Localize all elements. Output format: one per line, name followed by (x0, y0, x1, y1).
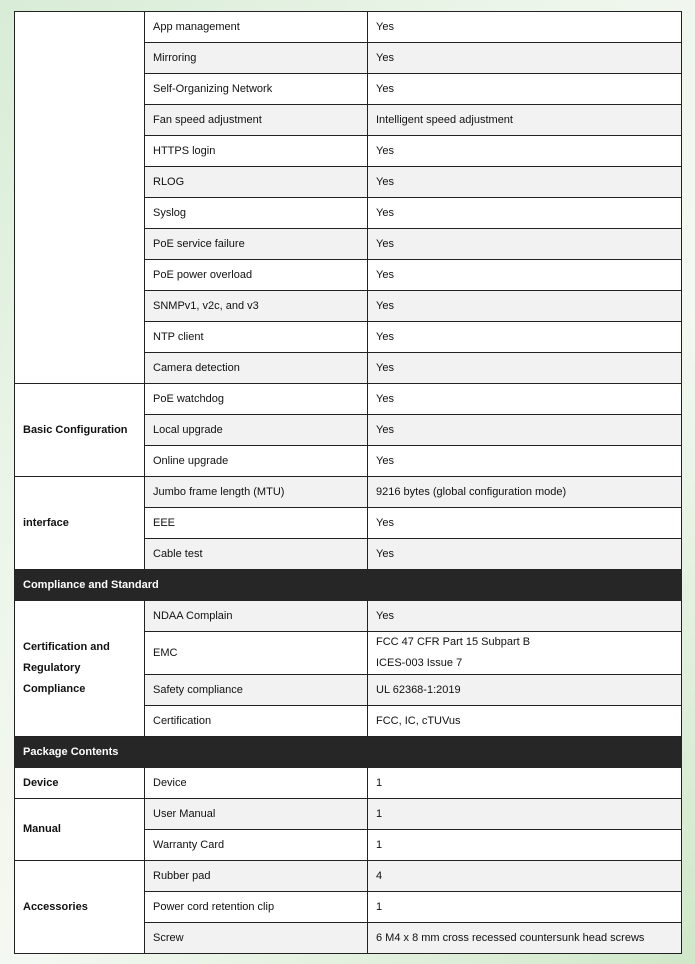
spec-name: Screw (145, 923, 368, 954)
spec-name: Device (145, 768, 368, 799)
table-row (15, 12, 682, 43)
table-row (15, 477, 682, 508)
spec-value: Yes (368, 229, 682, 260)
spec-name: Mirroring (145, 43, 368, 74)
spec-value (368, 632, 682, 675)
emc-line: FCC 47 CFR Part 15 Subpart B (376, 636, 531, 648)
spec-value: Yes (368, 322, 682, 353)
spec-value: 1 (368, 799, 682, 830)
spec-value: Yes (368, 260, 682, 291)
spec-name: Warranty Card (145, 830, 368, 861)
spec-value: Yes (368, 43, 682, 74)
spec-value: Yes (368, 539, 682, 570)
spec-value: 1 (368, 830, 682, 861)
spec-name: Online upgrade (145, 446, 368, 477)
spec-name: PoE service failure (145, 229, 368, 260)
spec-name: HTTPS login (145, 136, 368, 167)
spec-value: UL 62368-1:2019 (368, 675, 682, 706)
category-line: Compliance (23, 683, 86, 695)
category-interface: interface (15, 477, 145, 570)
spec-value: Yes (368, 353, 682, 384)
spec-name: User Manual (145, 799, 368, 830)
spec-name: Rubber pad (145, 861, 368, 892)
spec-value: Yes (368, 415, 682, 446)
spec-table (14, 11, 682, 954)
spec-name: Safety compliance (145, 675, 368, 706)
spec-sheet (14, 11, 681, 954)
category-certification (15, 601, 145, 737)
spec-name: RLOG (145, 167, 368, 198)
spec-name: App management (145, 12, 368, 43)
category-manual: Manual (15, 799, 145, 861)
spec-name: Camera detection (145, 353, 368, 384)
spec-name: NTP client (145, 322, 368, 353)
spec-value: Intelligent speed adjustment (368, 105, 682, 136)
spec-name: PoE power overload (145, 260, 368, 291)
spec-name: SNMPv1, v2c, and v3 (145, 291, 368, 322)
section-header-row (15, 570, 682, 601)
category-line: Regulatory (23, 662, 81, 674)
section-header-row (15, 737, 682, 768)
spec-name: EMC (145, 632, 368, 675)
spec-name: NDAA Complain (145, 601, 368, 632)
spec-name: Cable test (145, 539, 368, 570)
spec-value: Yes (368, 446, 682, 477)
spec-name: Jumbo frame length (MTU) (145, 477, 368, 508)
spec-name: EEE (145, 508, 368, 539)
spec-value: FCC, IC, cTUVus (368, 706, 682, 737)
spec-value: Yes (368, 74, 682, 105)
category-device: Device (15, 768, 145, 799)
spec-value: Yes (368, 291, 682, 322)
table-row (15, 384, 682, 415)
category-line: Certification and (23, 641, 110, 653)
spec-name: Fan speed adjustment (145, 105, 368, 136)
spec-value: 1 (368, 768, 682, 799)
spec-value: Yes (368, 384, 682, 415)
spec-value: Yes (368, 601, 682, 632)
spec-name: PoE watchdog (145, 384, 368, 415)
table-row (15, 768, 682, 799)
spec-name: Syslog (145, 198, 368, 229)
spec-value: Yes (368, 508, 682, 539)
spec-value: 9216 bytes (global configuration mode) (368, 477, 682, 508)
table-row (15, 601, 682, 632)
spec-name: Self-Organizing Network (145, 74, 368, 105)
spec-name: Power cord retention clip (145, 892, 368, 923)
category-cell-blank (15, 12, 145, 384)
emc-line: ICES-003 Issue 7 (376, 657, 463, 669)
table-row (15, 799, 682, 830)
spec-value: Yes (368, 12, 682, 43)
spec-value: 1 (368, 892, 682, 923)
spec-value: Yes (368, 136, 682, 167)
spec-value: Yes (368, 167, 682, 198)
spec-name: Local upgrade (145, 415, 368, 446)
section-header-package: Package Contents (15, 737, 682, 768)
spec-name: Certification (145, 706, 368, 737)
section-header-compliance: Compliance and Standard (15, 570, 682, 601)
spec-value: 6 M4 x 8 mm cross recessed countersunk head screws (368, 923, 682, 954)
spec-value: Yes (368, 198, 682, 229)
table-row (15, 861, 682, 892)
spec-value: 4 (368, 861, 682, 892)
category-basic-configuration: Basic Configuration (15, 384, 145, 477)
category-accessories: Accessories (15, 861, 145, 954)
